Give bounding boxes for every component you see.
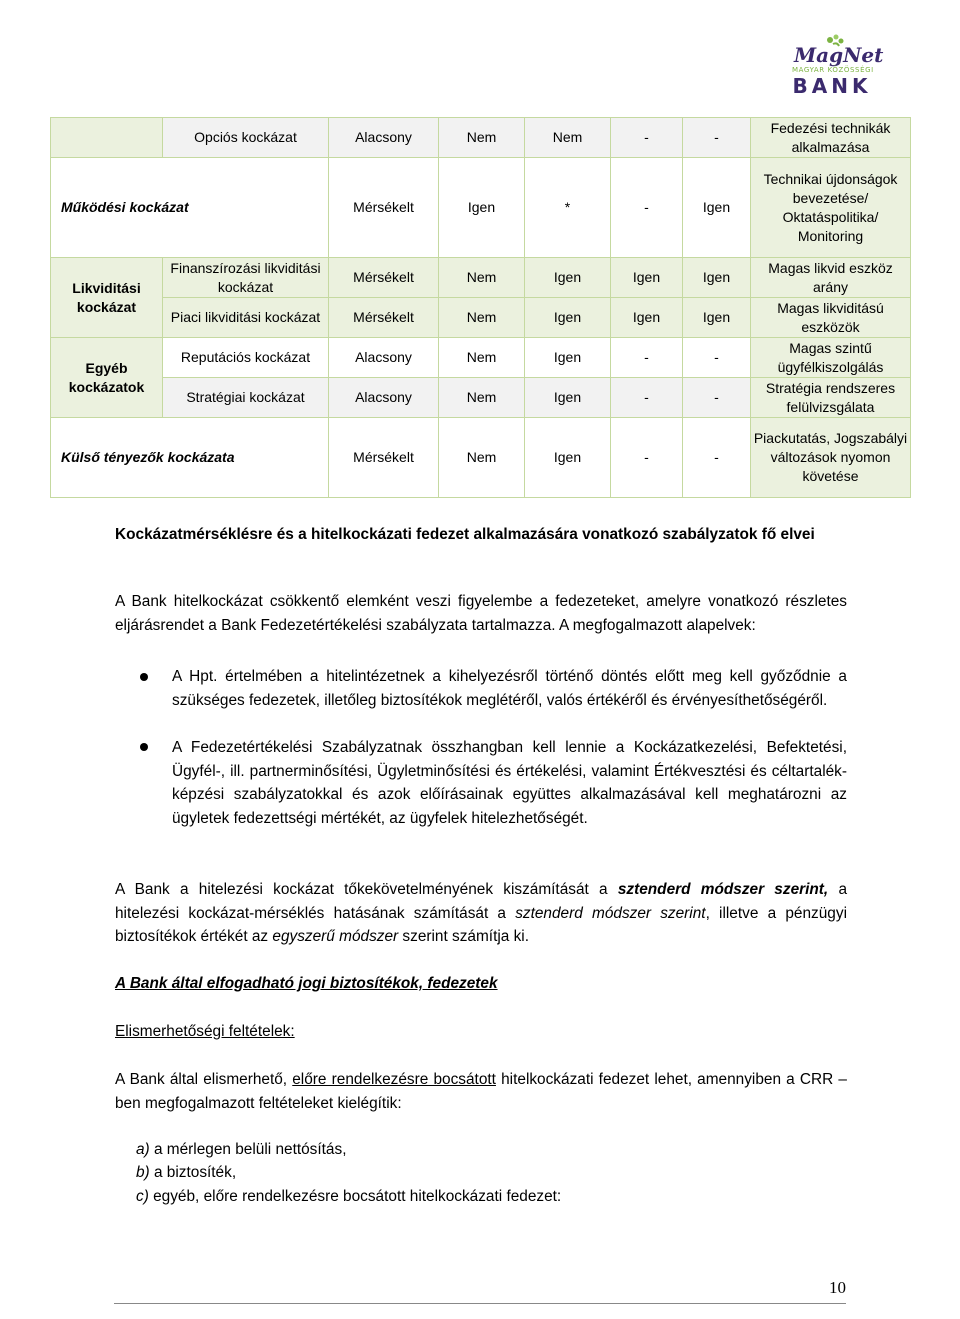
risk-level: Alacsony: [329, 118, 439, 158]
risk-name: Opciós kockázat: [163, 118, 329, 158]
table-row: Likviditási kockázat Finanszírozási likviditási kockázat Mérsékelt Nem Igen Igen Igen Magas likvid eszköz arány: [51, 258, 911, 298]
table-row: Stratégiai kockázat Alacsony Nem Igen - - Stratégia rendszeres felülvizsgálata: [51, 378, 911, 418]
bullet-icon: [140, 743, 148, 751]
risk-group: Likviditási kockázat: [51, 258, 163, 338]
conditions-title: Elismerhetőségi feltételek:: [115, 1023, 295, 1040]
table-row: Egyéb kockázatok Reputációs kockázat Alacsony Nem Igen - - Magas szintű ügyfélkiszolgálás: [51, 338, 911, 378]
section-heading: Kockázatmérséklésre és a hitelkockázati fedezet alkalmazására vonatkozó szabályzatok fő elvei: [115, 526, 815, 543]
risk-note: Piackutatás, Jogszabályi változások nyomon követése: [751, 418, 911, 498]
risk-table: [50, 117, 911, 498]
table-row: Piaci likviditási kockázat Mérsékelt Nem Igen Igen Igen Magas likviditású eszközök: [51, 298, 911, 338]
paragraph-conditions: A Bank által elismerhető, előre rendelkezésre bocsátott hitelkockázati fedezet lehet, amennyiben a CRR –ben megfogalmazott feltételeket kielégítik:: [115, 1071, 847, 1112]
magnet-logo-icon: [790, 32, 884, 67]
risk-level: Mérsékelt: [329, 418, 439, 498]
risk-note: Stratégia rendszeres felülvizsgálata: [751, 378, 911, 418]
risk-name: Reputációs kockázat: [163, 338, 329, 378]
risk-name: Stratégiai kockázat: [163, 378, 329, 418]
bank-logo: [790, 32, 884, 98]
risk-level: Mérsékelt: [329, 258, 439, 298]
subheading: A Bank által elfogadható jogi biztosítékok, fedezetek: [115, 975, 498, 992]
risk-name: Külső tényezők kockázata: [51, 418, 329, 498]
risk-name: Piaci likviditási kockázat: [163, 298, 329, 338]
risk-level: Mérsékelt: [329, 298, 439, 338]
risk-name: Finanszírozási likviditási kockázat: [163, 258, 329, 298]
page-number: 10: [829, 1278, 846, 1297]
logo-subtitle: MAGYAR KÖZÖSSÉGI: [792, 66, 874, 74]
risk-note: Magas likvid eszköz arány: [751, 258, 911, 298]
list-item: a) a mérlegen belüli nettósítás,: [136, 1141, 347, 1158]
risk-note: Fedezési technikák alkalmazása: [751, 118, 911, 158]
table-row: Opciós kockázat Alacsony Nem Nem - - Fedezési technikák alkalmazása: [51, 118, 911, 158]
risk-note: Technikai újdonságok bevezetése/ Oktatáspolitika/ Monitoring: [751, 158, 911, 258]
paragraph-principles: A Bank hitelkockázat csökkentő elemként veszi figyelembe a fedezeteket, amelyre vonatkozó részletes eljárásrendet a Bank Fedezetértékelési szabályzata tartalmazza. A megfogalmazott alapelvek:: [115, 593, 847, 634]
svg-text:MagNet: MagNet: [794, 43, 884, 67]
table-row: Működési kockázat Mérsékelt Igen * - Igen Technikai újdonságok bevezetése/ Oktatáspolitika/ Monitoring: [51, 158, 911, 258]
bullet-item: A Fedezetértékelési Szabályzatnak összhangban kell lennie a Kockázatkezelési, Befektetési, Ügyfél-, ill. partnerminősítési, Ügyletminősítési és értékelési, valamint Értékvesztési és céltartalék-képzési szabályzatokkal és azok előírásainak együttes alkalmazásával kell meghatározni az ügyletek fedezettségi mértékét, az ügyfelek hitelezhetőségét.: [172, 739, 847, 827]
table-row: Külső tényezők kockázata Mérsékelt Nem Igen - - Piackutatás, Jogszabályi változások nyomon követése: [51, 418, 911, 498]
list-item: c) egyéb, előre rendelkezésre bocsátott hitelkockázati fedezet:: [136, 1188, 562, 1205]
list-item: b) a biztosíték,: [136, 1164, 237, 1181]
paragraph-methods: A Bank a hitelezési kockázat tőkekövetelményének kiszámítását a sztenderd módszer szerint, a hitelezési kockázat-mérséklés hatásának számítását a sztenderd módszer szerint, illetve a pénzügyi biztosítékok értékét az egyszerű módszer szerint számítja ki.: [115, 881, 848, 945]
risk-note: Magas szintű ügyfélkiszolgálás: [751, 338, 911, 378]
risk-name: Működési kockázat: [51, 158, 329, 258]
footer-rule: [114, 1303, 846, 1304]
risk-group: Egyéb kockázatok: [51, 338, 163, 418]
logo-bank: BANK: [792, 74, 872, 98]
risk-level: Mérsékelt: [329, 158, 439, 258]
risk-level: Alacsony: [329, 338, 439, 378]
risk-note: Magas likviditású eszközök: [751, 298, 911, 338]
risk-level: Alacsony: [329, 378, 439, 418]
bullet-icon: [140, 673, 148, 681]
bullet-item: A Hpt. értelmében a hitelintézetnek a kihelyezésről történő döntés előtt meg kell győződnie a szükséges fedezetek, illetőleg biztosítékok meglétéről, valós értékéről és érvényesíthetőségéről.: [172, 668, 847, 709]
